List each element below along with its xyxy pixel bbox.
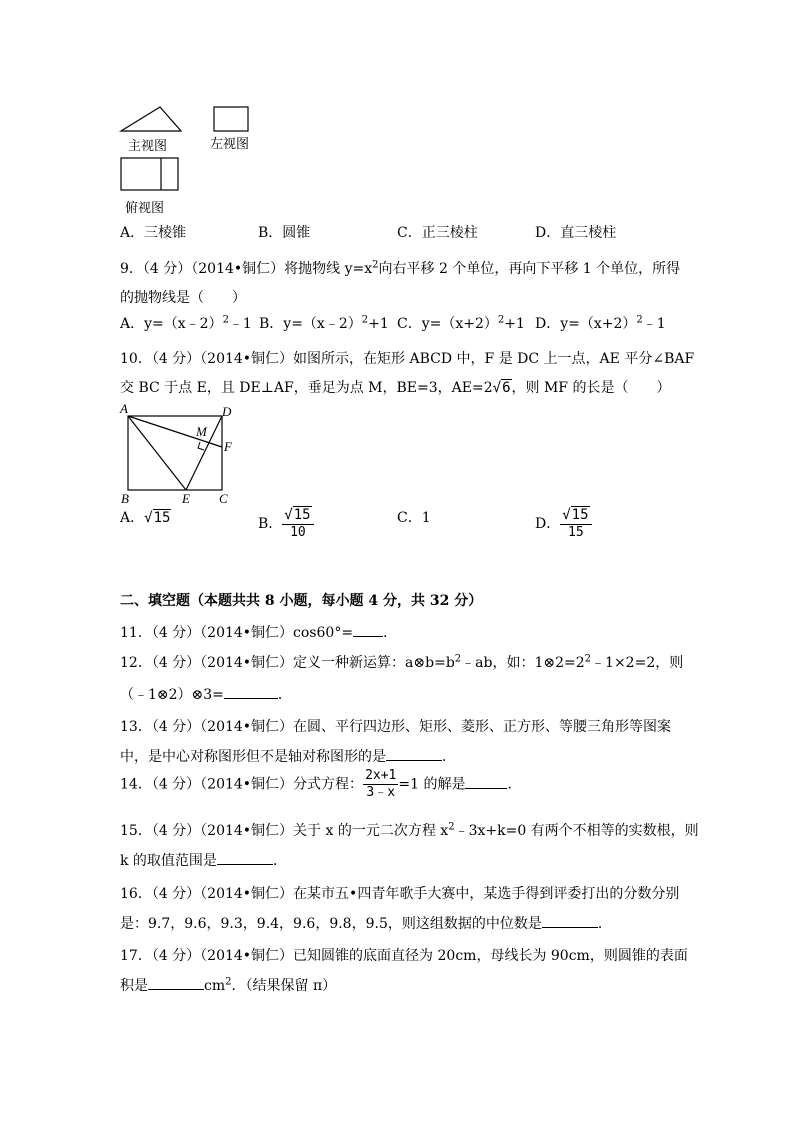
q8-option-c[interactable]: C．正三棱柱 (397, 225, 478, 241)
label-f: F (224, 439, 232, 454)
q9-option-c[interactable]: C．$y=(x+2)^2+1$ (397, 314, 525, 332)
label-e: E (182, 491, 190, 506)
main-view-triangle (121, 107, 181, 131)
q15-stem-line2: k 的取值范围是 ． (120, 853, 287, 869)
top-view-rect (121, 158, 178, 190)
q8-option-a[interactable]: A．三棱锥 (120, 225, 187, 241)
q10-stem-line1: 10．（4 分）（2014•铜仁）如图所示，在矩形 ABCD 中，F 是 DC 上一点，AE 平分∠BAF (120, 351, 695, 367)
right-angle-mark (198, 442, 204, 450)
rect-abcd (128, 416, 222, 490)
q13-stem-line1: 13．（4 分）（2014•铜仁）在圆、平行四边形、矩形、菱形、正方形、等腰三角形等图案 (120, 719, 672, 735)
q14-stem: 14．（4 分）（2014•铜仁）分式方程： $\frac{2x+1}{3﹣x}$ =1 的解是 ． (120, 768, 522, 800)
q9-option-d[interactable]: D．$y=(x+2)^2﹣1$ (535, 314, 666, 332)
label-m: M (196, 424, 207, 439)
sqrt-6: √6 (492, 380, 511, 396)
left-view-rect (214, 107, 248, 131)
top-view-label: 俯视图 (125, 201, 165, 216)
q9-option-a[interactable]: A．y=（x﹣2）$^2$﹣1 (120, 314, 252, 332)
q8-option-b[interactable]: B．圆锥 (258, 225, 311, 241)
q10-option-d[interactable]: D． $\frac{√15}{15}$ (535, 507, 592, 541)
segment-af (128, 416, 222, 447)
q9-stem-line2: 的抛物线是（ ） (120, 290, 246, 306)
q10-rectangle-figure (118, 400, 243, 506)
q13-answer-blank[interactable] (386, 747, 442, 761)
q16-stem-line2: 是：9.7，9.6，9.3，9.4，9.6，9.8，9.5，则这组数据的中位数是 ． (120, 916, 612, 932)
q12-stem-line1: 12．（4 分）（2014•铜仁）定义一种新运算：$a\otimes b=b^2﹣ab$，如：$1\otimes 2=2^2﹣1\times 2=2$，则 (120, 653, 684, 671)
q16-stem-line1: 16．（4 分）（2014•铜仁）在某市五•四青年歌手大赛中，某选手得到评委打出的分数分别 (120, 886, 680, 902)
q10-stem-line2: 交 BC 于点 E，且 DE⊥AF，垂足为点 M，BE=3，AE=2√6，则 MF 的长是（ ） (120, 380, 671, 396)
q12-stem-line2: （﹣1⊗2）⊗3= ． (120, 687, 292, 703)
q16-answer-blank[interactable] (542, 914, 598, 928)
q9-stem-line1: 9．（4 分）（2014•铜仁）将抛物线 $y=x^2$向右平移 2 个单位，再向下平移 1 个单位，所得 (120, 259, 681, 277)
label-a: A (120, 401, 128, 416)
q10-option-a[interactable]: A．√15 (120, 510, 171, 526)
q12-answer-blank[interactable] (224, 685, 278, 699)
q10-option-b[interactable]: B． $\frac{√15}{10}$ (258, 507, 314, 541)
q17-stem-line1: 17．（4 分）（2014•铜仁）已知圆锥的底面直径为 20cm，母线长为 90cm，则圆锥的表面 (120, 948, 688, 964)
q9-option-b[interactable]: B．y=（x﹣2）$^2$+1 (259, 314, 389, 332)
main-view-label: 主视图 (128, 139, 168, 154)
section-2-heading: 二、填空题（本题共共 8 小题，每小题 4 分，共 32 分） (120, 593, 483, 609)
segment-ae (128, 416, 186, 490)
q11-answer-blank[interactable] (353, 623, 383, 637)
q15-stem-line1: 15．（4 分）（2014•铜仁）关于 x 的一元二次方程 $x^2﹣3x+k=0$ 有两个不相等的实数根，则 (120, 821, 699, 839)
label-d: D (222, 404, 232, 419)
left-view-label: 左视图 (210, 137, 250, 152)
q8-option-d[interactable]: D．直三棱柱 (535, 225, 617, 241)
q17-stem-line2: 积是 $cm^2$．（结果保留 π） (120, 976, 337, 994)
label-b: B (121, 491, 129, 506)
q14-fraction: $\frac{2x+1}{3﹣x}$ (365, 768, 397, 800)
q14-answer-blank[interactable] (465, 775, 507, 789)
q13-stem-line2: 中，是中心对称图形但不是轴对称图形的是 ． (120, 749, 456, 765)
q11-stem: 11．（4 分）（2014•铜仁）cos60°= ． (120, 625, 398, 641)
q17-answer-blank[interactable] (148, 976, 204, 990)
q10-option-c[interactable]: C．1 (397, 510, 431, 526)
label-c: C (219, 491, 228, 506)
q15-answer-blank[interactable] (217, 851, 273, 865)
